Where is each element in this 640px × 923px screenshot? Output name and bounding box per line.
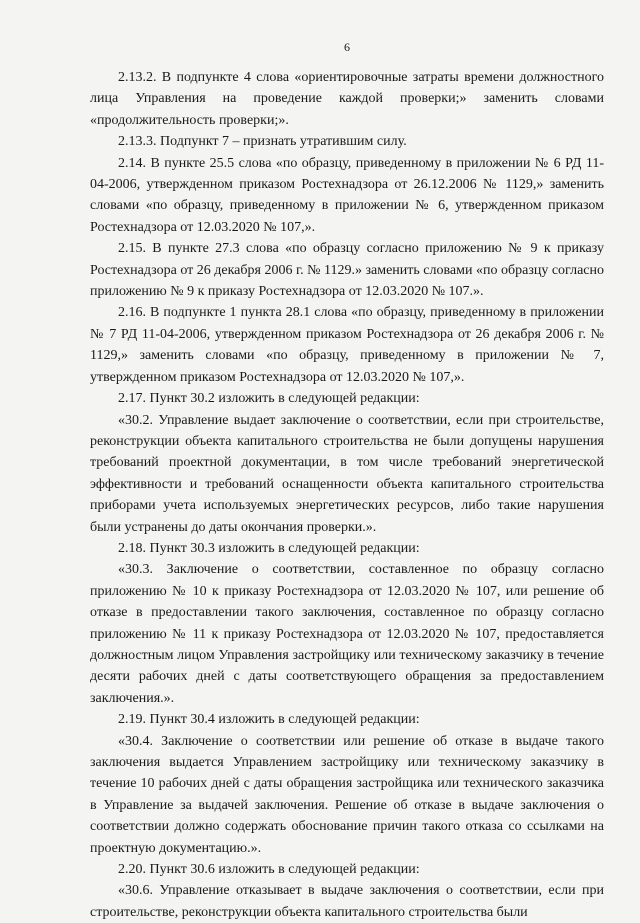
paragraph-2-15: 2.15. В пункте 27.3 слова «по образцу согласно приложению № 9 к приказу Ростехнадзора от 26 декабря 2006 г. № 1129.» заменить словами «по образцу согласно приложению № 9 к приказу Ростехнадзора от 12.03.2020 № 107.». [90, 241, 604, 300]
paragraph-2-13-3: 2.13.3. Подпункт 7 – признать утратившим силу. [118, 134, 407, 150]
document-body [90, 67, 604, 923]
page-number: 6 [344, 40, 350, 54]
paragraph-2-13-2: 2.13.2. В подпункте 4 слова «ориентировочные затраты времени должностного лица Управления на проведение каждой проверки;» заменить словами «продолжительность проверки;». [90, 70, 604, 128]
paragraph-2-17: 2.17. Пункт 30.2 изложить в следующей редакции: [118, 391, 420, 407]
quote-30-3: «30.3. Заключение о соответствии, составленное по образцу согласно приложению № 10 к приказу Ростехнадзора от 12.03.2020 № 107, или решение об отказе в предоставлении такого заключения, составленное по образцу согласно приложению № 11 к приказу Ростехнадзора от 12.03.2020 № 107, предоставляется должностным лицом Управления застройщику или техническому заказчику в течение десяти рабочих дней с даты соответствующего обращения за предоставлением заключения.». [90, 562, 604, 706]
paragraph-2-18: 2.18. Пункт 30.3 изложить в следующей редакции: [118, 540, 420, 556]
paragraph-2-14: 2.14. В пункте 25.5 слова «по образцу, приведенному в приложении № 6 РД 11-04-2006, утвержденном приказом Ростехнадзора от 26.12.2006 № 1129,» заменить словами «по образцу, приведенному в приложении № 6, утвержденном приказом Ростехнадзора от 12.03.2020 № 107,». [90, 155, 604, 235]
paragraph-2-19: 2.19. Пункт 30.4 изложить в следующей редакции: [118, 712, 420, 728]
paragraph-2-20: 2.20. Пункт 30.6 изложить в следующей редакции: [118, 862, 420, 878]
quote-30-6: «30.6. Управление отказывает в выдаче заключения о соответствии, если при строительстве, реконструкции объекта капитального строительства были [90, 883, 604, 920]
quote-30-2: «30.2. Управление выдает заключение о соответствии, если при строительстве, реконструкции объекта капитального строительства не были допущены нарушения требований проектной документации, в том числе требований энергетической эффективности и требований оснащенности объекта капитального строительства приборами учета используемых энергетических ресурсов, либо такие нарушения были устранены до даты окончания проверки.». [90, 412, 604, 535]
quote-30-4: «30.4. Заключение о соответствии или решение об отказе в выдаче такого заключения выдается Управлением застройщику или техническому заказчику в течение 10 рабочих дней с даты обращения застройщика или технического заказчика в Управление за выдачей заключения. Решение об отказе в выдаче заключения о соответствии должно содержать обоснование причин такого отказа со ссылками на проектную документацию.». [90, 733, 604, 856]
paragraph-2-16: 2.16. В подпункте 1 пункта 28.1 слова «по образцу, приведенному в приложении № 7 РД 11-04-2006, утвержденном приказом Ростехнадзора от 26 декабря 2006 г. № 1129,» заменить словами «по образцу, приведенному в приложении № 7, утвержденном приказом Ростехнадзора от 12.03.2020 № 107,». [90, 305, 604, 385]
